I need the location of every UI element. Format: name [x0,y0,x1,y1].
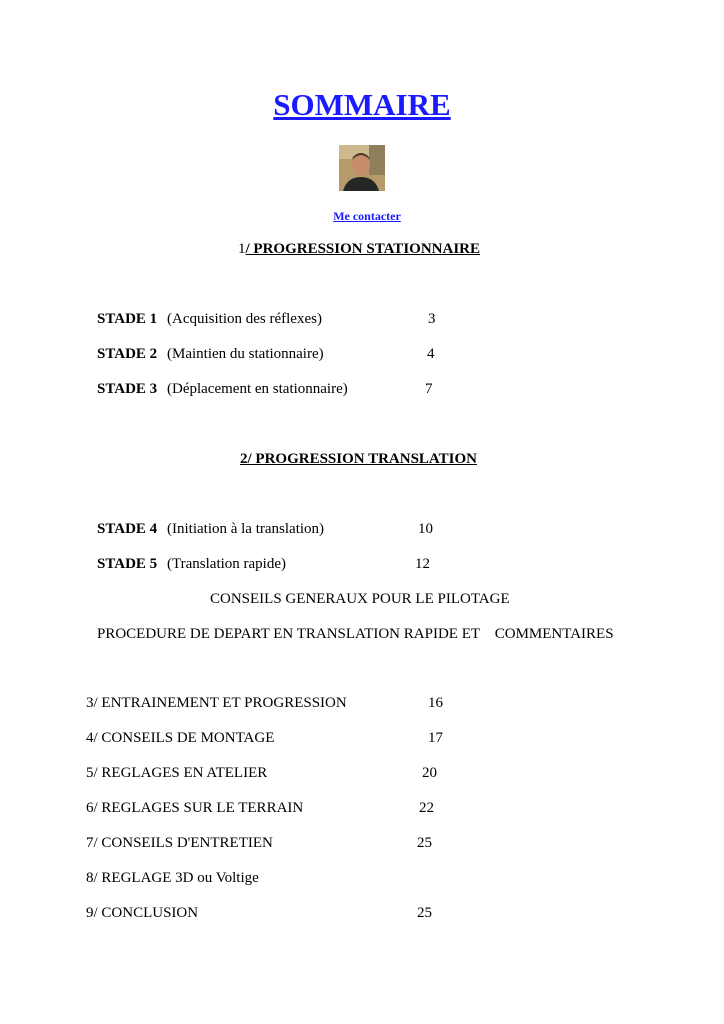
stade-4-label: STADE 4 [97,521,158,537]
chapter-3-page: 16 [428,695,443,711]
stade-2-page: 4 [427,346,435,362]
portrait-icon [339,145,385,191]
stade-3-desc: (Déplacement en stationnaire) [167,381,348,397]
chapter-5-page: 20 [422,765,437,781]
stade-2-label: STADE 2 [97,346,158,362]
chapter-4-page: 17 [428,730,443,746]
chapter-8-title: 8/ REGLAGE 3D ou Voltige [86,870,259,886]
conseils-generaux: CONSEILS GENERAUX POUR LE PILOTAGE [210,591,510,607]
chapter-9-page: 25 [417,905,432,921]
chapter-4-title: 4/ CONSEILS DE MONTAGE [86,730,275,746]
section-2-heading [240,450,477,468]
chapter-7-page: 25 [417,835,432,851]
page-title: SOMMAIRE [273,87,451,122]
stade-5-label: STADE 5 [97,556,158,572]
stade-1-label: STADE 1 [97,311,158,327]
contact-link[interactable]: Me contacter [333,209,401,223]
stade-4-page: 10 [418,521,433,537]
stade-5-desc: (Translation rapide) [167,556,287,572]
stade-1-desc: (Acquisition des réflexes) [167,311,322,327]
stade-2-desc: (Maintien du stationnaire) [167,346,324,362]
stade-4-desc: (Initiation à la translation) [167,521,325,537]
stade-1-page: 3 [428,311,436,327]
chapter-9-title: 9/ CONCLUSION [86,905,199,921]
stade-3-page: 7 [425,381,433,397]
section-1-heading [238,240,480,258]
stade-5-page: 12 [415,556,430,572]
chapter-3-title: 3/ ENTRAINEMENT ET PROGRESSION [86,695,347,711]
procedure-depart: PROCEDURE DE DEPART EN TRANSLATION RAPIDE ET COMMENTAIRES [97,626,614,642]
chapter-6-title: 6/ REGLAGES SUR LE TERRAIN [86,800,304,816]
section-1-title: / PROGRESSION STATIONNAIRE [245,241,480,257]
section-2-title: 2/ PROGRESSION TRANSLATION [240,451,477,467]
section-1-number: 1 [238,241,246,257]
chapter-7-title: 7/ CONSEILS D'ENTRETIEN [86,835,273,851]
author-photo [339,145,385,191]
stade-3-label: STADE 3 [97,381,158,397]
chapter-6-page: 22 [419,800,434,816]
chapter-5-title: 5/ REGLAGES EN ATELIER [86,765,268,781]
